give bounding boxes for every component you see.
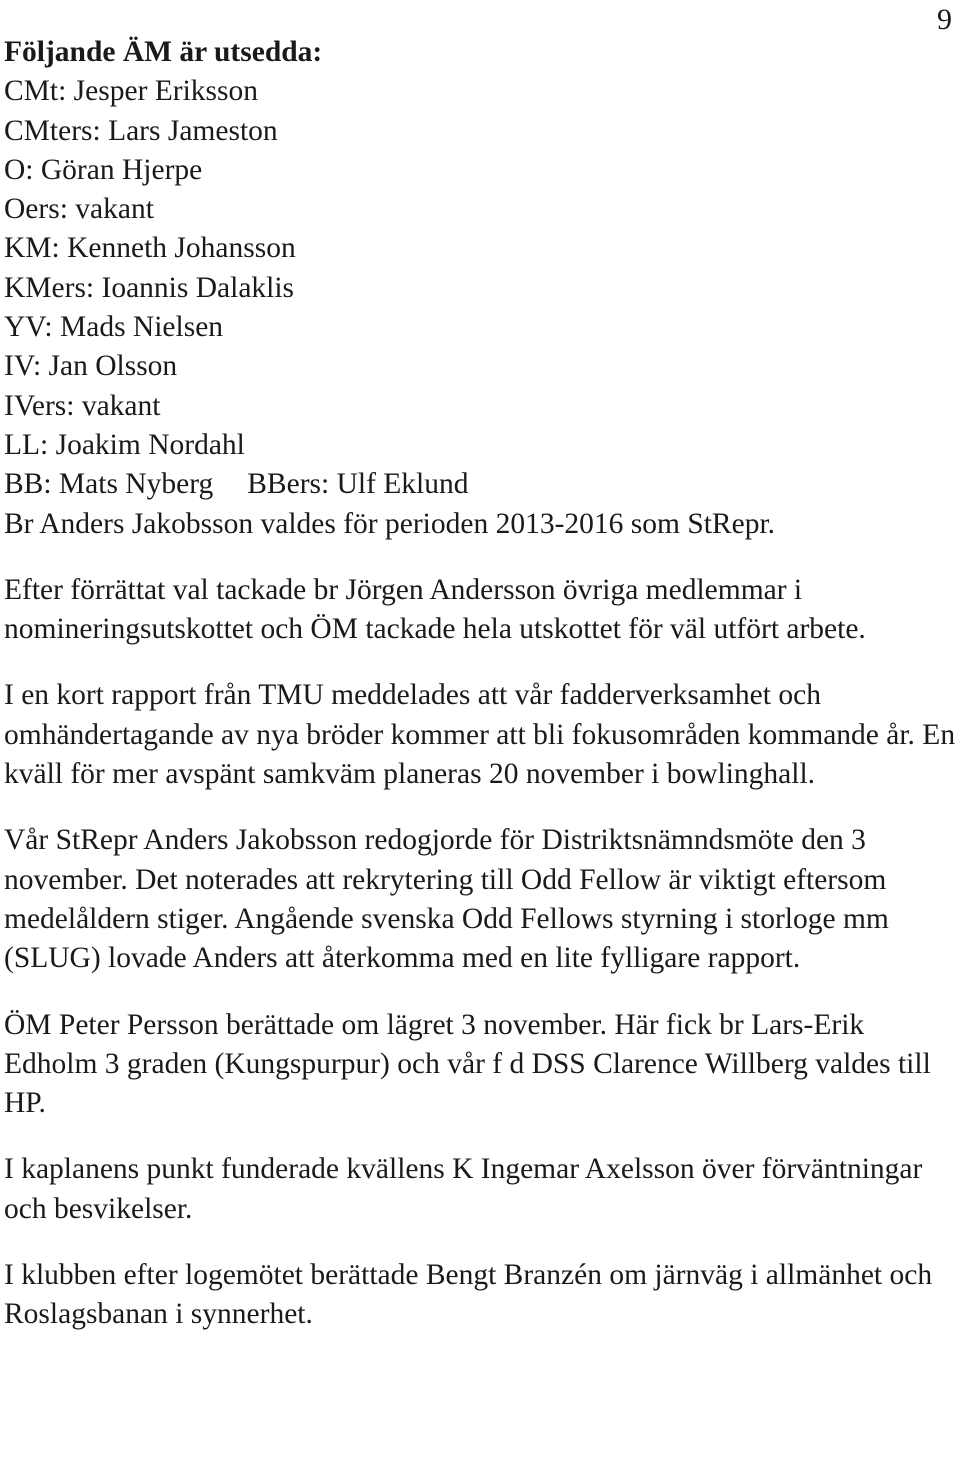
paragraph-club-talk: I klubben efter logemötet berättade Bengt Branzén om järnväg i allmänhet och Roslagsbanan i synnerhet.: [4, 1259, 933, 1331]
paragraph-tmu-report: I en kort rapport från TMU meddelades att vår fadderverksamhet och omhändertagande av nya bröder kommer att bli fokusområden kommande år. En kväll för mer avspänt samkväm planeras 20 november i bowlinghall.: [4, 679, 956, 791]
appointment-line: LL: Joakim Nordahl: [4, 428, 245, 461]
appointment-line: KM: Kenneth Johansson: [4, 232, 296, 265]
strepr-election: Br Anders Jakobsson valdes för perioden 2013-2016 som StRepr.: [4, 507, 776, 540]
paragraph-camp-report: ÖM Peter Persson berättade om lägret 3 november. Här fick br Lars-Erik Edholm 3 graden (Kungspurpur) och vår f d DSS Clarence Willberg valdes till HP.: [4, 1008, 931, 1120]
appointment-line: YV: Mads Nielsen: [4, 311, 224, 344]
appointment-line: KMers: Ioannis Dalaklis: [4, 271, 295, 304]
appointment-line: CMt: Jesper Eriksson: [4, 75, 259, 108]
appointment-line: IVers: vakant: [4, 389, 161, 422]
paragraph-election-thanks: Efter förrättat val tackade br Jörgen Andersson övriga medlemmar i nomineringsutskottet och ÖM tackade hela utskottet för väl utfört arbete.: [4, 573, 866, 646]
appointments-list: [4, 72, 956, 544]
bbers-appointment: BBers: Ulf Eklund: [247, 468, 469, 501]
paragraph-district-meeting: Vår StRepr Anders Jakobsson redogjorde för Distriktsnämndsmöte den 3 november. Det noterades att rekrytering till Odd Fellow är viktigt eftersom medelåldern stiger. Angående svenska Odd Fellows styrning i storloge mm (SLUG) lovade Anders att återkomma med en lite fylligare rapport.: [4, 824, 889, 975]
paragraph-chaplain: I kaplanens punkt funderade kvällens K Ingemar Axelsson över förväntningar och besvikelser.: [4, 1153, 923, 1225]
bb-appointment: BB: Mats Nyberg: [4, 468, 214, 501]
appointment-line-bb: [4, 465, 956, 504]
page-number: 9: [937, 3, 952, 36]
appointment-line: IV: Jan Olsson: [4, 350, 178, 383]
appointment-line: Oers: vakant: [4, 193, 154, 226]
document-body: [4, 33, 956, 1335]
section-heading: Följande ÄM är utsedda:: [4, 36, 323, 68]
appointment-line: CMters: Lars Jameston: [4, 114, 278, 147]
appointment-line: O: Göran Hjerpe: [4, 153, 203, 186]
